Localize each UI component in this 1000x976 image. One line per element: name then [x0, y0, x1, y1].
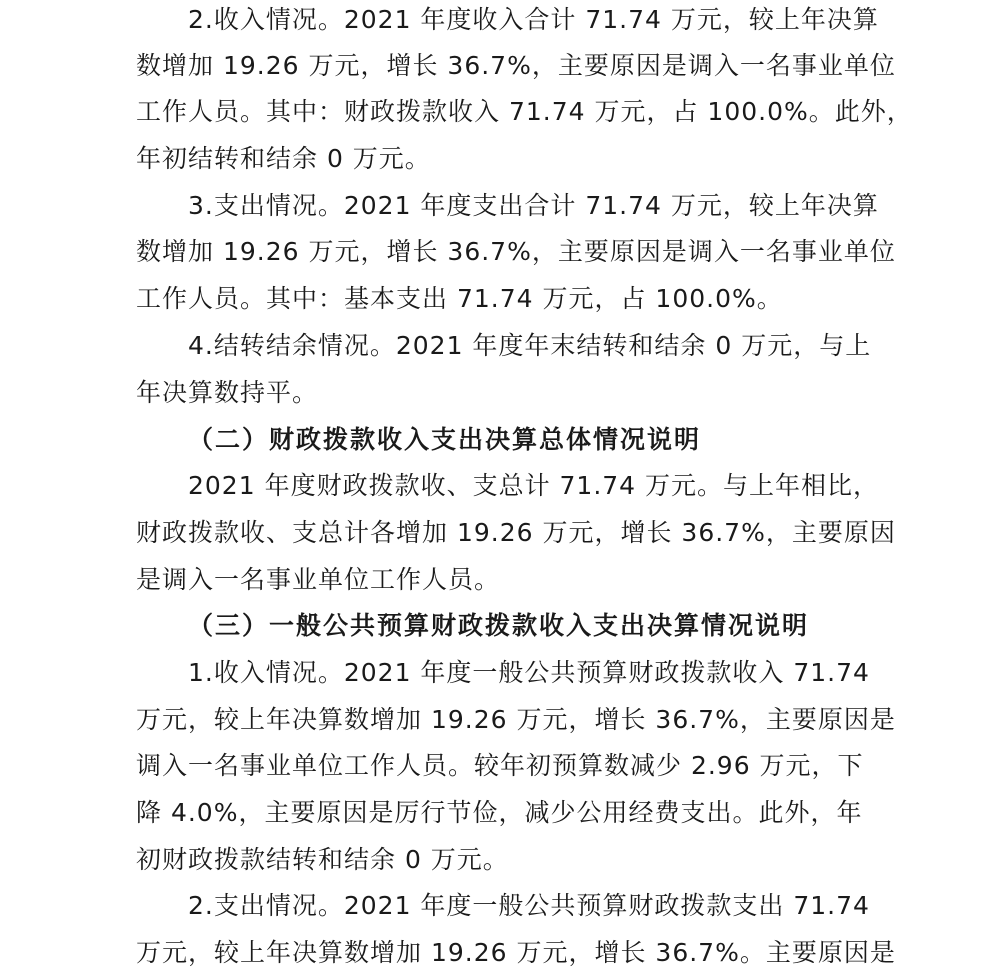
paragraph-line: 2.支出情况。2021 年度一般公共预算财政拨款支出 71.74	[188, 891, 870, 920]
paragraph-line: 2021 年度财政拨款收、支总计 71.74 万元。与上年相比，	[188, 471, 880, 500]
paragraph-line: 2.收入情况。2021 年度收入合计 71.74 万元，较上年决算	[188, 5, 879, 34]
paragraph-line: 3.支出情况。2021 年度支出合计 71.74 万元，较上年决算	[188, 191, 879, 220]
paragraph-line: 降 4.0%，主要原因是厉行节俭，减少公用经费支出。此外，年	[136, 798, 863, 827]
paragraph-line: 万元，较上年决算数增加 19.26 万元，增长 36.7%，主要原因是	[136, 705, 896, 734]
paragraph-line: 数增加 19.26 万元，增长 36.7%，主要原因是调入一名事业单位	[136, 237, 896, 266]
paragraph-line: 初财政拨款结转和结余 0 万元。	[136, 845, 509, 874]
paragraph-line: 年初结转和结余 0 万元。	[136, 144, 431, 173]
paragraph-line: 万元，较上年决算数增加 19.26 万元，增长 36.7%。主要原因是	[136, 938, 896, 967]
paragraph-line: 数增加 19.26 万元，增长 36.7%，主要原因是调入一名事业单位	[136, 51, 896, 80]
paragraph-line: 调入一名事业单位工作人员。较年初预算数减少 2.96 万元，下	[136, 751, 864, 780]
paragraph-line: 工作人员。其中：财政拨款收入 71.74 万元，占 100.0%。此外，	[136, 97, 913, 126]
paragraph-line: 财政拨款收、支总计各增加 19.26 万元，增长 36.7%，主要原因	[136, 518, 896, 547]
section-heading: （二）财政拨款收入支出决算总体情况说明	[188, 425, 702, 454]
paragraph-line: 1.收入情况。2021 年度一般公共预算财政拨款收入 71.74	[188, 658, 870, 687]
section-heading: （三）一般公共预算财政拨款收入支出决算情况说明	[188, 611, 810, 640]
paragraph-line: 年决算数持平。	[136, 378, 319, 407]
paragraph-line: 4.结转结余情况。2021 年度年末结转和结余 0 万元，与上	[188, 331, 872, 360]
paragraph-line: 工作人员。其中：基本支出 71.74 万元，占 100.0%。	[136, 284, 783, 313]
paragraph-line: 是调入一名事业单位工作人员。	[136, 565, 501, 594]
